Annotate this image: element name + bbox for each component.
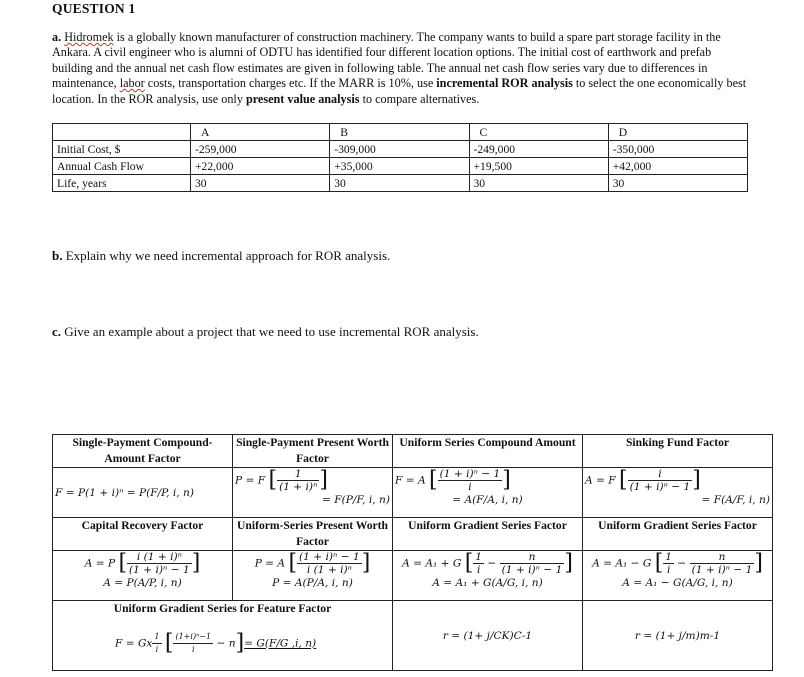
labor-word: labor xyxy=(119,76,145,91)
formula-header-row xyxy=(53,518,773,551)
formula-cell xyxy=(53,601,393,671)
part-a-bold1: incremental ROR analysis xyxy=(436,76,573,91)
fraction-den: (1 + i)ⁿ − 1 xyxy=(129,564,190,576)
fraction xyxy=(473,551,484,576)
formula-lhs: F = Gx xyxy=(115,637,153,650)
part-c-label: c. xyxy=(52,324,62,339)
formula-lhs: F = A xyxy=(395,474,426,487)
formula-rhs: = F(A/F, i, n) xyxy=(701,494,770,506)
fraction-den: i xyxy=(468,481,472,493)
formula-header: Uniform Gradient Series for Feature Factor xyxy=(113,602,332,615)
formula-line xyxy=(235,551,390,576)
table-cell: 30 xyxy=(608,175,747,192)
formula-header: Uniform Gradient Series Factor xyxy=(583,518,773,551)
fraction-den: i xyxy=(155,645,159,654)
fraction-den: (1 + i)ⁿ − 1 xyxy=(691,564,753,576)
bracket-glyph: [ xyxy=(288,550,298,576)
formula-mid: − n xyxy=(216,637,236,650)
formula-compound-amount: F = P(1 + i)ⁿ = P(F/P, i, n) xyxy=(55,486,194,499)
bracket-glyph: ] xyxy=(319,467,328,493)
formula-line xyxy=(395,468,580,493)
formula-lhs: P = F xyxy=(235,474,266,487)
fraction-num: 1 xyxy=(152,631,161,644)
table-header-cell: B xyxy=(330,124,469,141)
bracket-glyph: ] xyxy=(191,550,201,576)
formula-lhs: A = A₁ − G xyxy=(592,557,652,570)
table-row xyxy=(53,158,748,175)
formula-cell xyxy=(393,601,583,671)
formula-row xyxy=(53,551,773,601)
fraction-den: (1 + i)ⁿ − 1 xyxy=(629,481,691,493)
table-cell: 30 xyxy=(330,175,469,192)
formula-header: Capital Recovery Factor xyxy=(53,518,233,551)
fraction-num: (1+i)ⁿ−1 xyxy=(173,631,213,644)
formula-cell xyxy=(583,551,773,601)
fraction-num: 1 xyxy=(277,468,319,481)
formula-rhs: A = P(A/P, i, n) xyxy=(103,577,182,589)
fraction-den: i xyxy=(192,645,195,654)
part-b-label: b. xyxy=(52,248,63,263)
fraction-num: i (1 + i)ⁿ xyxy=(127,551,192,564)
formula-row xyxy=(53,601,773,671)
part-b-text: Explain why we need incremental approach for ROR analysis. xyxy=(62,248,391,263)
company-name: Hidromek xyxy=(64,30,114,44)
fraction xyxy=(438,468,503,493)
formula-cell xyxy=(393,468,583,518)
bracket-glyph: ] xyxy=(564,550,573,576)
bracket-glyph: ] xyxy=(692,467,701,493)
fraction xyxy=(690,551,755,576)
formula-rhs: = G(F/G ,i, n) xyxy=(244,637,317,650)
table-cell: -259,000 xyxy=(191,141,330,158)
formula-line xyxy=(55,617,390,656)
row-label: Initial Cost, $ xyxy=(53,141,191,158)
fraction xyxy=(127,551,192,576)
fraction-den: i xyxy=(476,564,481,576)
table-cell: -309,000 xyxy=(330,141,469,158)
fraction xyxy=(277,468,319,493)
fraction-num: 1 xyxy=(665,551,673,563)
formula-rhs: A = A₁ + G(A/G, i, n) xyxy=(432,577,543,589)
table-header-cell: D xyxy=(608,124,747,141)
formula-header: Uniform Series Compound Amount xyxy=(393,435,583,468)
part-a-text1: is a globally known manufacturer of construction machinery. The company wants to build a spare part storage facility in the Ankara. A civil engineer who is alumni of ODTU has identified four different location options. The initial cost of earthwork and prefab building and the annual net cash flow estimates are given in following table. The annual net cash flow series vary due to differences in maintenance, xyxy=(52,30,721,91)
formula-cell xyxy=(53,551,233,601)
formula-rhs: P = A(P/A, i, n) xyxy=(272,577,353,589)
part-b-question xyxy=(52,248,390,264)
table-cell: +22,000 xyxy=(191,158,330,175)
formula-cell xyxy=(583,468,773,518)
formula-rhs: = F(P/F, i, n) xyxy=(322,494,390,506)
table-header-row xyxy=(53,124,748,141)
question-title: QUESTION 1 xyxy=(52,1,136,16)
table-cell: 30 xyxy=(191,175,330,192)
table-cell: -249,000 xyxy=(469,141,608,158)
formula-rhs: A = A₁ − G(A/G, i, n) xyxy=(622,577,733,589)
table-corner-cell xyxy=(53,124,191,141)
formula-line xyxy=(235,468,390,493)
formula-effective-rate: r = (1+ j/m)m-1 xyxy=(634,629,721,642)
table-cell: +19,500 xyxy=(469,158,608,175)
fraction-den: (1 + i)ⁿ − 1 xyxy=(501,564,563,576)
row-label: Annual Cash Flow xyxy=(53,158,191,175)
bracket-glyph: ] xyxy=(754,550,763,576)
formula-line xyxy=(585,468,770,493)
part-a-bold2: present value analysis xyxy=(245,91,360,106)
part-a-text3: to select the one economically best location. In the ROR analysis, use only xyxy=(52,76,747,106)
formula-lhs: A = P xyxy=(84,557,116,570)
row-label: Life, years xyxy=(53,175,191,192)
part-c-question xyxy=(52,324,479,340)
part-c-text: Give an example about a project that we need to use incremental ROR analysis. xyxy=(61,324,479,339)
fraction-num: (1 + i)ⁿ − 1 xyxy=(439,468,501,480)
part-a-text2: costs, transportation charges etc. If the MARR is 10%, use xyxy=(144,76,437,91)
fraction-num: (1 + i)ⁿ − 1 xyxy=(299,551,360,563)
fraction-num: 1 xyxy=(475,551,483,563)
bracket-glyph: [ xyxy=(268,467,278,493)
table-header-cell: C xyxy=(469,124,608,141)
fraction-den: i xyxy=(666,564,671,576)
formula-line: A = A₁ − G [ $\frac{1}{i}$ − $\frac{n}{\text{(1 + i)ⁿ − 1}}$ ] xyxy=(592,550,763,576)
formula-header-row xyxy=(53,435,773,468)
fraction xyxy=(628,468,693,493)
table-cell: -350,000 xyxy=(608,141,747,158)
formula-rhs: = A(F/A, i, n) xyxy=(452,494,523,506)
table-row xyxy=(53,175,748,192)
part-a-paragraph xyxy=(52,30,752,107)
table-cell: +42,000 xyxy=(608,158,747,175)
formula-line: A = A₁ + G [ $\frac{1}{i}$ − $\frac{n}{\text{(1 + i)ⁿ − 1}}$ ] xyxy=(402,550,573,576)
formula-cell xyxy=(53,468,233,518)
formula-lhs: P = A xyxy=(254,557,286,570)
fraction-num: i xyxy=(628,468,693,481)
part-a-label: a. xyxy=(52,30,62,44)
table-row xyxy=(53,141,748,158)
bracket-glyph: ] xyxy=(235,630,245,656)
fraction-den: (1 + i)ⁿ xyxy=(279,481,318,493)
fraction xyxy=(663,551,674,576)
table-cell: 30 xyxy=(469,175,608,192)
fraction xyxy=(173,631,213,656)
formula-header: Single-Payment Compound-Amount Factor xyxy=(53,435,233,468)
fraction xyxy=(500,551,565,576)
formula-line xyxy=(55,551,230,576)
formula-effective-rate-continuous: r = (1+ j/CK)C-1 xyxy=(442,629,533,642)
formula-cell xyxy=(233,468,393,518)
alternatives-table xyxy=(52,123,748,192)
fraction-num: n xyxy=(500,551,565,564)
bracket-glyph: [ xyxy=(429,467,438,493)
bracket-glyph: [ xyxy=(164,630,174,656)
bracket-glyph: ] xyxy=(502,467,511,493)
table-header-cell: A xyxy=(191,124,330,141)
formula-cell xyxy=(233,551,393,601)
fraction-num: n xyxy=(690,551,755,564)
bracket-glyph: [ xyxy=(619,467,628,493)
fraction xyxy=(152,631,161,656)
part-a-text4: to compare alternatives. xyxy=(359,91,480,106)
formula-row xyxy=(53,468,773,518)
formula-cell xyxy=(583,601,773,671)
bracket-glyph: [ xyxy=(118,550,128,576)
table-cell: +35,000 xyxy=(330,158,469,175)
bracket-glyph: [ xyxy=(654,550,664,576)
formula-header: Uniform Gradient Series Factor xyxy=(393,518,583,551)
fraction-den: i (1 + i)ⁿ xyxy=(306,564,352,576)
fraction xyxy=(297,551,362,576)
bracket-glyph: [ xyxy=(464,550,474,576)
formula-header: Uniform-Series Present Worth Factor xyxy=(233,518,393,551)
formula-cell xyxy=(393,551,583,601)
formula-header: Sinking Fund Factor xyxy=(583,435,773,468)
bracket-glyph: ] xyxy=(361,550,371,576)
formula-header: Single-Payment Present Worth Factor xyxy=(233,435,393,468)
formula-table xyxy=(52,434,773,671)
formula-lhs: A = A₁ + G xyxy=(402,557,462,570)
formula-lhs: A = F xyxy=(585,474,616,487)
